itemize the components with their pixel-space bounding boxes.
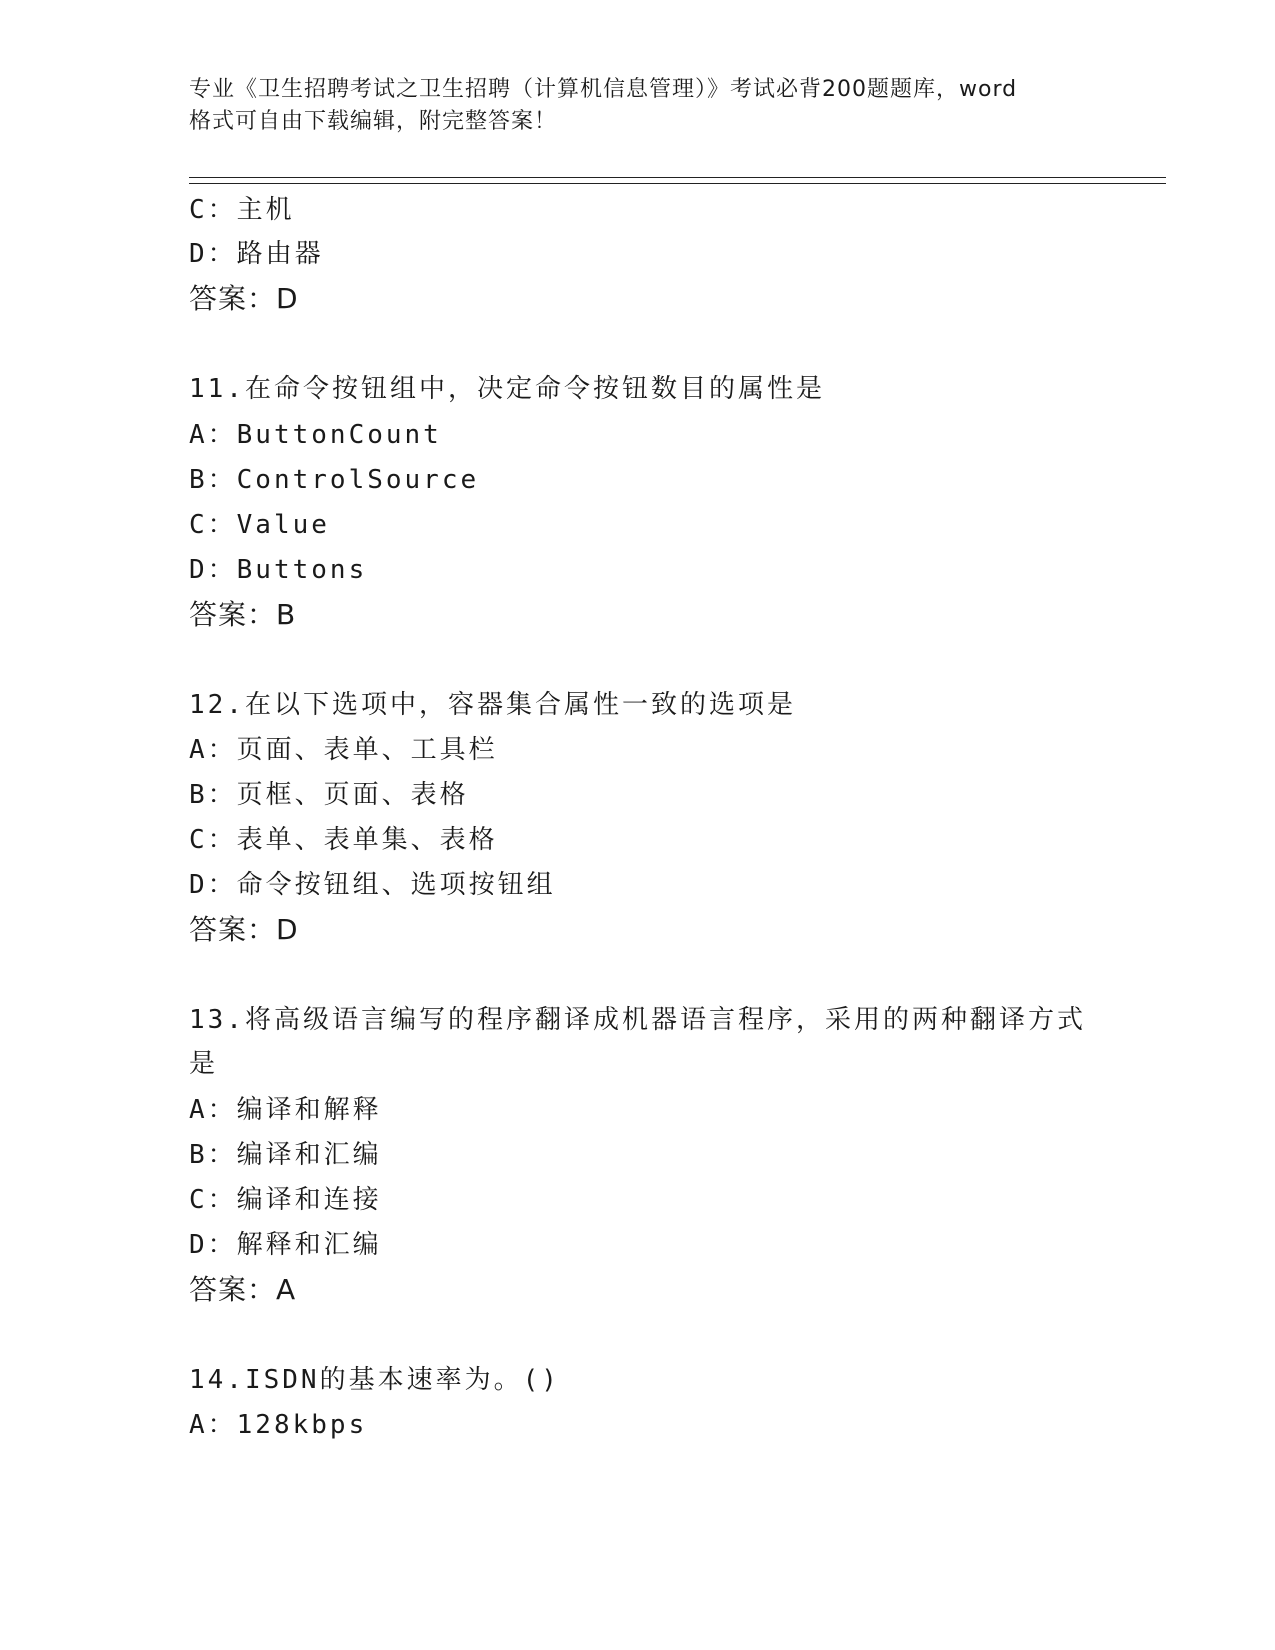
prev-option-d: D：路由器: [189, 239, 324, 269]
q13-option-d: D：解释和汇编: [189, 1230, 382, 1260]
header-divider-top: [189, 177, 1166, 178]
q11-question: 11.在命令按钮组中，决定命令按钮数目的属性是: [189, 374, 825, 404]
q13-option-b: B：编译和汇编: [189, 1140, 382, 1170]
q11-option-b: B：ControlSource: [189, 465, 480, 495]
header-title-line-2: 格式可自由下载编辑，附完整答案！: [189, 109, 558, 134]
document-header: [189, 74, 1089, 138]
q13-option-c: C：编译和连接: [189, 1185, 382, 1215]
header-title-line-1: 专业《卫生招聘考试之卫生招聘（计算机信息管理）》考试必背200题题库，word: [189, 77, 1018, 102]
q12-option-b: B：页框、页面、表格: [189, 780, 469, 810]
q12-option-a: A：页面、表单、工具栏: [189, 735, 498, 765]
q13-question-line-1: 13.将高级语言编写的程序翻译成机器语言程序，采用的两种翻译方式: [189, 1005, 1086, 1035]
q11-option-c: C：Value: [189, 510, 330, 540]
q11-option-d: D：Buttons: [189, 555, 368, 585]
q11-option-a: A：ButtonCount: [189, 420, 442, 450]
q13-option-a: A：编译和解释: [189, 1095, 382, 1125]
header-divider-bottom: [189, 183, 1166, 184]
q12-option-c: C：表单、表单集、表格: [189, 825, 498, 855]
prev-answer: 答案：D: [189, 282, 299, 315]
q12-option-d: D：命令按钮组、选项按钮组: [189, 870, 556, 900]
q14-option-a: A：128kbps: [189, 1410, 368, 1440]
q11-answer: 答案：B: [189, 598, 297, 631]
q13-question-line-2: 是: [189, 1049, 219, 1079]
q13-answer: 答案：A: [189, 1273, 297, 1306]
q12-question: 12.在以下选项中，容器集合属性一致的选项是: [189, 690, 796, 720]
prev-option-c: C：主机: [189, 195, 295, 225]
q14-question: 14.ISDN的基本速率为。(): [189, 1365, 560, 1395]
q12-answer: 答案：D: [189, 913, 299, 946]
